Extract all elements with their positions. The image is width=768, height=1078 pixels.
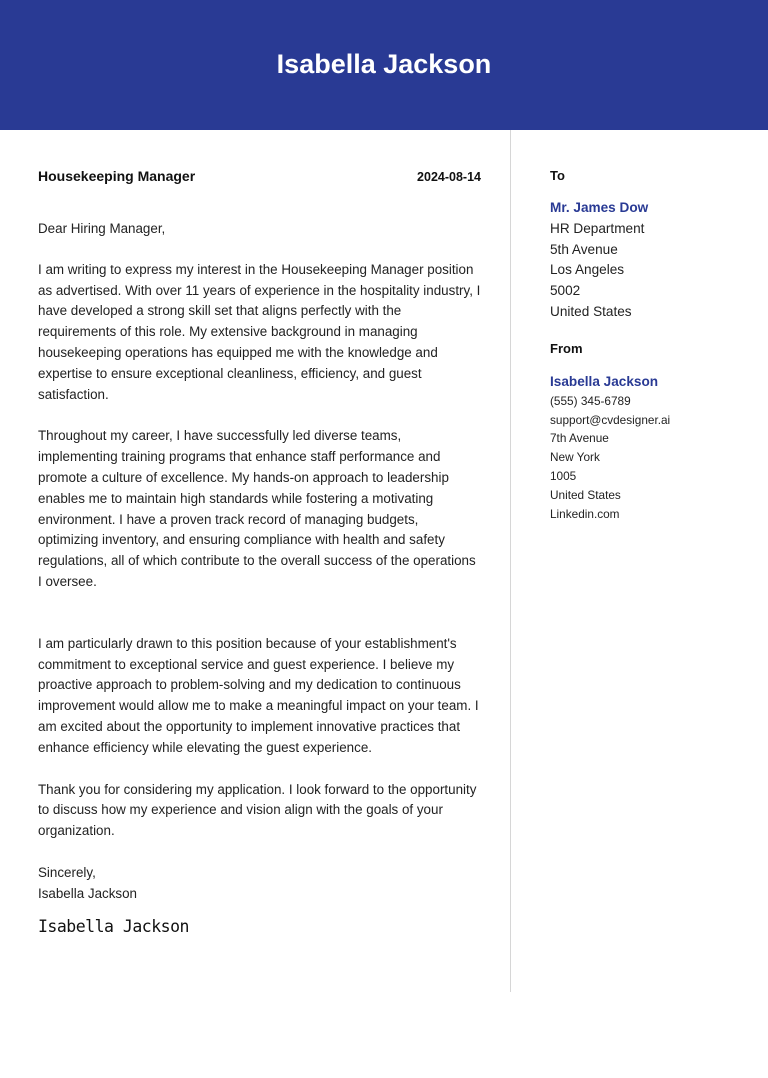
recipient-department: HR Department: [550, 220, 645, 236]
sender-zip: 1005: [550, 468, 577, 483]
header-name: Isabella Jackson: [276, 48, 492, 79]
letter-body: [38, 168, 481, 936]
recipient-street: 5th Avenue: [550, 241, 618, 257]
contact-sidebar: [550, 168, 750, 523]
to-heading: To: [550, 168, 565, 183]
paragraph-4: Thank you for considering my application. I look forward to the opportunity to discuss how my experience and vision align with the goals of your organization.: [38, 781, 477, 839]
sender-street: 7th Avenue: [550, 431, 609, 446]
recipient-city: Los Angeles: [550, 262, 625, 278]
sender-city: New York: [550, 450, 600, 465]
recipient-name: Mr. James Dow: [550, 200, 649, 215]
sender-phone: (555) 345-6789: [550, 393, 631, 408]
letter-meta-row: [38, 168, 481, 188]
header-banner: [0, 0, 768, 130]
sender-name: Isabella Jackson: [550, 373, 659, 389]
from-heading: From: [550, 340, 583, 356]
paragraph-1: I am writing to express my interest in the Housekeeping Manager position as advertised. With over 11 years of experience in the hospitality industry, I have developed a strong skill set that aligns perfectly with the requirements of this role. My extensive background in managing housekeeping operations has equipped me with the knowledge and expertise to ensure exceptional cleanliness, efficiency, and guest satisfaction.: [38, 261, 481, 402]
sender-linkedin: Linkedin.com: [550, 506, 620, 521]
letter-date: 2024-08-14: [417, 170, 481, 184]
recipient-zip: 5002: [550, 283, 581, 299]
column-divider: [510, 130, 511, 992]
paragraph-2: Throughout my career, I have successfully led diverse teams, implementing training programs that enhance staff performance and promote a culture of excellence. My hands-on approach to leadership enables me to maintain high standards while fostering a motivating environment. I have a proven track record of managing budgets, optimizing inventory, and ensuring compliance with health and safety regulations, all of which contribute to the overall success of the operations I oversee.: [38, 428, 476, 589]
closing: Sincerely,: [38, 864, 96, 880]
job-title: Housekeeping Manager: [38, 168, 196, 184]
sender-country: United States: [550, 487, 621, 502]
salutation: Dear Hiring Manager,: [38, 221, 166, 236]
closing-name: Isabella Jackson: [38, 885, 137, 901]
sender-email: support@cvdesigner.ai: [550, 412, 671, 427]
recipient-country: United States: [550, 303, 632, 319]
paragraph-3: I am particularly drawn to this position because of your establishment's commitment to exceptional service and guest experience. I believe my proactive approach to problem-solving and my dedication to continuous improvement would allow me to make a meaningful impact on your team. I am excited about the opportunity to implement innovative practices that enhance efficiency while elevating the guest experience.: [38, 635, 479, 755]
signature: Isabella Jackson: [38, 916, 189, 936]
